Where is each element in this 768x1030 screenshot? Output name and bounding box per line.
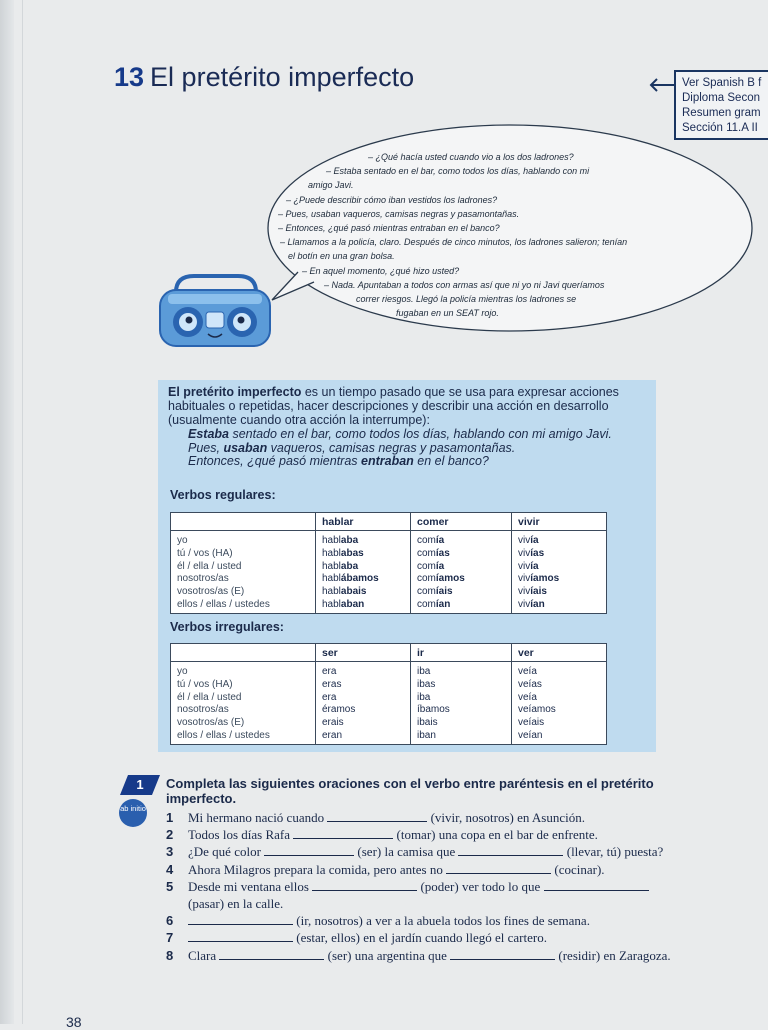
grammar-term: El pretérito imperfecto <box>168 385 302 399</box>
verb-form: vivíais <box>518 586 547 598</box>
conjugation-column <box>512 662 607 745</box>
conjugation-column <box>411 662 512 745</box>
answer-blank[interactable] <box>219 949 324 960</box>
verb-form: vivías <box>518 547 545 559</box>
item-text: (ir, nosotros) a ver a la abuela todos los fines de semana. <box>293 913 590 929</box>
verb-form: veías <box>518 678 542 690</box>
verb-form: comíais <box>417 586 453 598</box>
item-text: Desde mi ventana ellos <box>188 878 313 894</box>
item-text: (ser) la camisa que <box>354 844 459 860</box>
verb-form: ibais <box>417 717 438 729</box>
example-verb: entraban <box>361 454 414 469</box>
verb-form: vivía <box>518 535 539 546</box>
example-line <box>188 428 648 442</box>
item-number: 1 <box>166 810 174 825</box>
verb-form: comía <box>417 560 445 572</box>
item-text: (poder) ver todo lo que <box>417 878 544 894</box>
verb-form: íbamos <box>417 704 450 716</box>
exercise-item <box>166 843 676 860</box>
dialog-line: fugaban en un SEAT rojo. <box>396 308 499 319</box>
pronoun: él / ella / usted <box>177 691 242 703</box>
answer-blank[interactable] <box>312 880 417 891</box>
regular-verbs-heading: Verbos regulares: <box>170 488 276 502</box>
dialog-line: amigo Javi. <box>308 180 354 191</box>
arrow-left-icon <box>648 78 674 92</box>
table-header-verb: comer <box>411 513 512 531</box>
item-text: (pasar) en la calle. <box>188 896 284 912</box>
dialog-line: – Entonces, ¿qué pasó mientras entraban en el banco? <box>278 223 500 234</box>
exercise-list <box>166 809 676 964</box>
pronoun: nosotros/as <box>177 704 229 716</box>
verb-form: hablaba <box>322 560 359 572</box>
answer-blank[interactable] <box>188 931 293 942</box>
radio-cassette-icon <box>154 270 276 350</box>
dialog-line: – Nada. Apuntaban a todos con armas así que ni yo ni Javi queríamos <box>324 279 605 290</box>
dialog-line: – Pues, usaban vaqueros, camisas negras y pasamontañas. <box>278 208 520 219</box>
reference-line: Sección 11.A II <box>682 122 758 134</box>
item-text: Clara <box>188 947 220 963</box>
reference-line: Resumen gram <box>682 107 761 119</box>
dialog-line: correr riesgos. Llegó la policía mientras los ladrones se <box>356 294 577 305</box>
answer-blank[interactable] <box>544 880 649 891</box>
dialog-line: el botín en una gran bolsa. <box>288 251 395 262</box>
pronoun-column <box>171 531 316 614</box>
chapter-number: 13 <box>114 62 145 92</box>
verb-form: hablaba <box>322 535 359 546</box>
verb-form: iban <box>417 729 436 741</box>
conjugation-column <box>316 662 411 745</box>
verb-form: comía <box>417 535 445 546</box>
item-text: (vivir, nosotros) en Asunción. <box>427 810 585 825</box>
example-text: sentado en el bar, como todos los días, hablando con mi amigo Javi. <box>229 427 612 441</box>
exercise-instruction: Completa las siguientes oraciones con el verbo entre paréntesis en el pretérito imperfecto. <box>166 776 654 806</box>
exercise-item <box>166 912 676 929</box>
item-text: (estar, ellos) en el jardín cuando llegó el cartero. <box>293 930 547 946</box>
item-text: (ser) una argentina que <box>324 947 451 963</box>
table-header-empty <box>171 644 316 662</box>
item-number: 6 <box>166 913 174 929</box>
example-text: Pues, <box>188 440 224 455</box>
item-text: Todos los días Rafa <box>188 827 294 843</box>
verb-form: iba <box>417 691 431 703</box>
irregular-verbs-heading: Verbos irregulares: <box>170 620 284 634</box>
dialog-line: – ¿Puede describir cómo iban vestidos los ladrones? <box>286 194 498 205</box>
pronoun: vosotros/as (E) <box>177 586 245 598</box>
dialog-line: – Llamamos a la policía, claro. Después de cinco minutos, los ladrones salieron; tenían <box>280 237 628 248</box>
exercise-item <box>166 826 676 843</box>
verb-form: erais <box>322 717 344 729</box>
item-number: 5 <box>166 878 174 894</box>
answer-blank[interactable] <box>264 845 354 856</box>
page-edge <box>0 0 14 1024</box>
dialog-text <box>276 150 732 320</box>
verb-form: veían <box>518 729 543 741</box>
item-text: (tomar) una copa en el bar de enfrente. <box>393 827 598 843</box>
verb-form: vivía <box>518 560 539 572</box>
conjugation-column <box>316 531 411 614</box>
example-text: en el banco? <box>413 454 489 469</box>
table-header-verb: ser <box>316 644 411 662</box>
grammar-intro <box>168 385 648 428</box>
item-number: 4 <box>166 861 174 877</box>
verb-form: era <box>322 691 337 703</box>
item-number: 8 <box>166 947 174 963</box>
item-number: 2 <box>166 827 174 843</box>
verb-form: éramos <box>322 704 356 716</box>
page-title <box>114 62 414 93</box>
pronoun: ellos / ellas / ustedes <box>177 598 270 610</box>
item-text: (cocinar). <box>551 861 605 877</box>
example-verb: Estaba <box>188 427 229 441</box>
verb-form: hablábamos <box>322 573 379 585</box>
item-text: (llevar, tú) puesta? <box>563 844 664 860</box>
answer-blank[interactable] <box>188 914 293 925</box>
exercise-number <box>120 775 160 795</box>
verb-form: hablaban <box>322 598 365 610</box>
exercise-item <box>166 947 676 964</box>
exercise-item <box>166 878 676 912</box>
verb-form: veíais <box>518 717 545 729</box>
item-number: 7 <box>166 930 174 946</box>
table-header-verb: ver <box>512 644 607 662</box>
chapter-title: El pretérito imperfecto <box>150 62 415 92</box>
item-text: Mi hermano nació cuando <box>188 810 328 825</box>
pronoun: ellos / ellas / ustedes <box>177 729 270 741</box>
item-text: (residir) en Zaragoza. <box>555 947 671 963</box>
example-line <box>188 442 648 456</box>
verb-form: ibas <box>417 678 436 690</box>
regular-verbs-table <box>170 512 607 614</box>
page-number: 38 <box>66 1014 82 1030</box>
answer-blank[interactable] <box>450 949 555 960</box>
conjugation-column <box>512 531 607 614</box>
dialog-line: – Estaba sentado en el bar, como todos los días, hablando con mi <box>326 166 590 177</box>
reference-line: Ver Spanish B f <box>682 77 762 89</box>
verb-form: veíamos <box>518 704 556 716</box>
item-text: Ahora Milagros prepara la comida, pero antes no <box>188 861 447 877</box>
verb-form: comíamos <box>417 573 465 585</box>
irregular-verbs-table <box>170 643 607 745</box>
exercise-number-label: 1 <box>136 777 144 792</box>
page-edge-line <box>22 0 23 1024</box>
table-header-verb: ir <box>411 644 512 662</box>
item-text: ¿De qué color <box>188 844 265 860</box>
verb-form: vivíamos <box>518 573 560 585</box>
example-verb: usaban <box>223 440 268 455</box>
example-text: vaqueros, camisas negras y pasamontañas. <box>267 440 516 455</box>
verb-form: hablabais <box>322 586 367 598</box>
pronoun: yo <box>177 666 188 677</box>
pronoun: tú / vos (HA) <box>177 547 233 559</box>
verb-form: veía <box>518 691 537 703</box>
pronoun: tú / vos (HA) <box>177 678 233 690</box>
pronoun: nosotros/as <box>177 573 229 585</box>
grammar-examples <box>188 428 648 469</box>
verb-form: iba <box>417 666 431 677</box>
conjugation-column <box>411 531 512 614</box>
pronoun: vosotros/as (E) <box>177 717 245 729</box>
verb-form: eras <box>322 678 342 690</box>
verb-form: hablabas <box>322 547 364 559</box>
grammar-intro-text: es un tiempo pasado que se usa para expresar acciones habituales o repetidas, hacer descripciones y describir una acción en desarrollo (usualmente cuando otra acción la interrumpe): <box>168 385 619 428</box>
verb-form: vivían <box>518 598 545 610</box>
item-number: 3 <box>166 844 174 860</box>
exercise-item <box>166 809 676 826</box>
exercise-item <box>166 861 676 878</box>
answer-blank[interactable] <box>327 811 427 822</box>
ab-initio-badge: ab initio <box>119 799 147 827</box>
pronoun: yo <box>177 535 188 546</box>
verb-form: comían <box>417 598 451 610</box>
answer-blank[interactable] <box>446 863 551 874</box>
verb-form: eran <box>322 729 343 741</box>
example-text: Entonces, ¿qué pasó mientras <box>188 454 362 469</box>
verb-form: comías <box>417 547 450 559</box>
table-header-verb: hablar <box>316 513 411 531</box>
table-header-verb: vivir <box>512 513 607 531</box>
table-header-empty <box>171 513 316 531</box>
dialog-line: – En aquel momento, ¿qué hizo usted? <box>302 265 460 276</box>
reference-line: Diploma Secon <box>682 92 760 104</box>
pronoun: él / ella / usted <box>177 560 242 572</box>
example-line <box>188 455 648 469</box>
answer-blank[interactable] <box>458 845 563 856</box>
dialog-line: – ¿Qué hacía usted cuando vio a los dos ladrones? <box>368 152 574 162</box>
verb-form: era <box>322 666 337 677</box>
answer-blank[interactable] <box>293 828 393 839</box>
pronoun-column <box>171 662 316 745</box>
verb-form: veía <box>518 666 537 677</box>
exercise-item <box>166 929 676 946</box>
